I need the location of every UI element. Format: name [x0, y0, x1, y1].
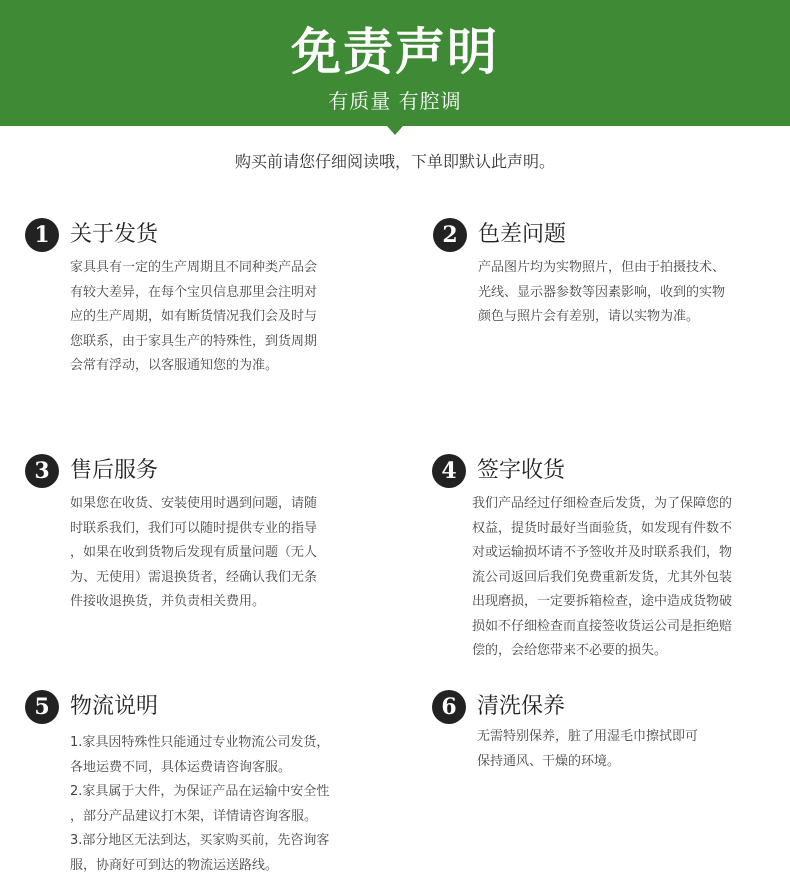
body-line: 产品图片均为实物照片，但由于拍摄技术、	[478, 260, 726, 275]
section-title: 物流说明	[70, 694, 159, 719]
section-body	[70, 492, 317, 615]
intro-text: 购买前请您仔细阅读哦，下单即默认此声明。	[234, 152, 555, 171]
body-line: ，部分产品建议打木架，详情请咨询客服。	[70, 808, 318, 824]
section-number-badge: 5	[25, 690, 59, 724]
body-line: 无需特别保养，脏了用湿毛巾擦拭即可	[477, 729, 699, 744]
section-number-badge: 3	[25, 454, 59, 488]
body-line: 偿的，会给您带来不必要的损失。	[472, 643, 668, 658]
page-subtitle: 有质量 有腔调	[328, 89, 462, 113]
section-number-badge: 2	[433, 218, 467, 252]
body-line: ，如果在收到货物后发现有质量问题（无人	[70, 545, 318, 560]
body-line: 1.家具因特殊性只能通过专业物流公司发货，	[70, 735, 330, 750]
body-line: 3.部分地区无法到达，买家购买前，先咨询客	[70, 833, 330, 848]
body-line: 出现磨损，一定要拆箱检查，途中造成货物破	[472, 594, 733, 609]
section-title: 色差问题	[478, 222, 567, 247]
section-number-badge: 6	[432, 690, 466, 724]
section-body	[70, 731, 329, 878]
section-title: 签字收货	[477, 458, 566, 483]
section-body	[477, 725, 698, 774]
body-line: 我们产品经过仔细检查后发货，为了保障您的	[472, 496, 733, 511]
body-line: 时联系我们，我们可以随时提供专业的指导	[70, 520, 318, 536]
section-number-badge: 1	[25, 218, 59, 252]
body-line: 损如不仔细检查而直接签收货运公司是拒绝赔	[472, 618, 733, 634]
section-number-badge: 4	[432, 454, 466, 488]
section-title: 售后服务	[70, 458, 159, 483]
body-line: 流公司返回后我们免费重新发货，尤其外包装	[472, 569, 733, 585]
banner-pointer	[387, 126, 403, 135]
body-line: 为、无使用）需退换货者，经确认我们无条	[70, 569, 318, 585]
body-line: 会常有浮动，以客服通知您的为准。	[70, 358, 279, 373]
body-line: 权益，提货时最好当面验货，如发现有件数不	[472, 520, 733, 536]
section-body	[472, 492, 732, 664]
section-body	[70, 256, 317, 379]
body-line: 光线、显示器参数等因素影响，收到的实物	[478, 284, 726, 300]
page-title: 免责声明	[291, 23, 499, 81]
header-banner	[0, 0, 790, 126]
body-line: 保持通风、干燥的环境。	[477, 753, 621, 769]
body-line: 件接收退换货，并负责相关费用。	[70, 594, 266, 609]
body-line: 2.家具属于大件，为保证产品在运输中安全性	[70, 784, 330, 799]
section-body	[478, 256, 725, 330]
section-title: 关于发货	[70, 222, 159, 247]
body-line: 服，协商好可到达的物流运送路线。	[70, 857, 279, 873]
body-line: 如果您在收货、安装使用时遇到问题，请随	[70, 496, 318, 511]
body-line: 有较大差异，在每个宝贝信息那里会注明对	[70, 284, 318, 300]
body-line: 您联系，由于家具生产的特殊性，到货周期	[70, 333, 318, 349]
body-line: 对或运输损坏请不予签收并及时联系我们，物	[472, 545, 733, 560]
section-title: 清洗保养	[477, 694, 566, 719]
body-line: 颜色与照片会有差别，请以实物为准。	[478, 309, 700, 324]
body-line: 各地运费不同，具体运费请咨询客服。	[70, 759, 292, 775]
body-line: 应的生产周期，如有断货情况我们会及时与	[70, 309, 318, 324]
body-line: 家具具有一定的生产周期且不同种类产品会	[70, 260, 318, 275]
